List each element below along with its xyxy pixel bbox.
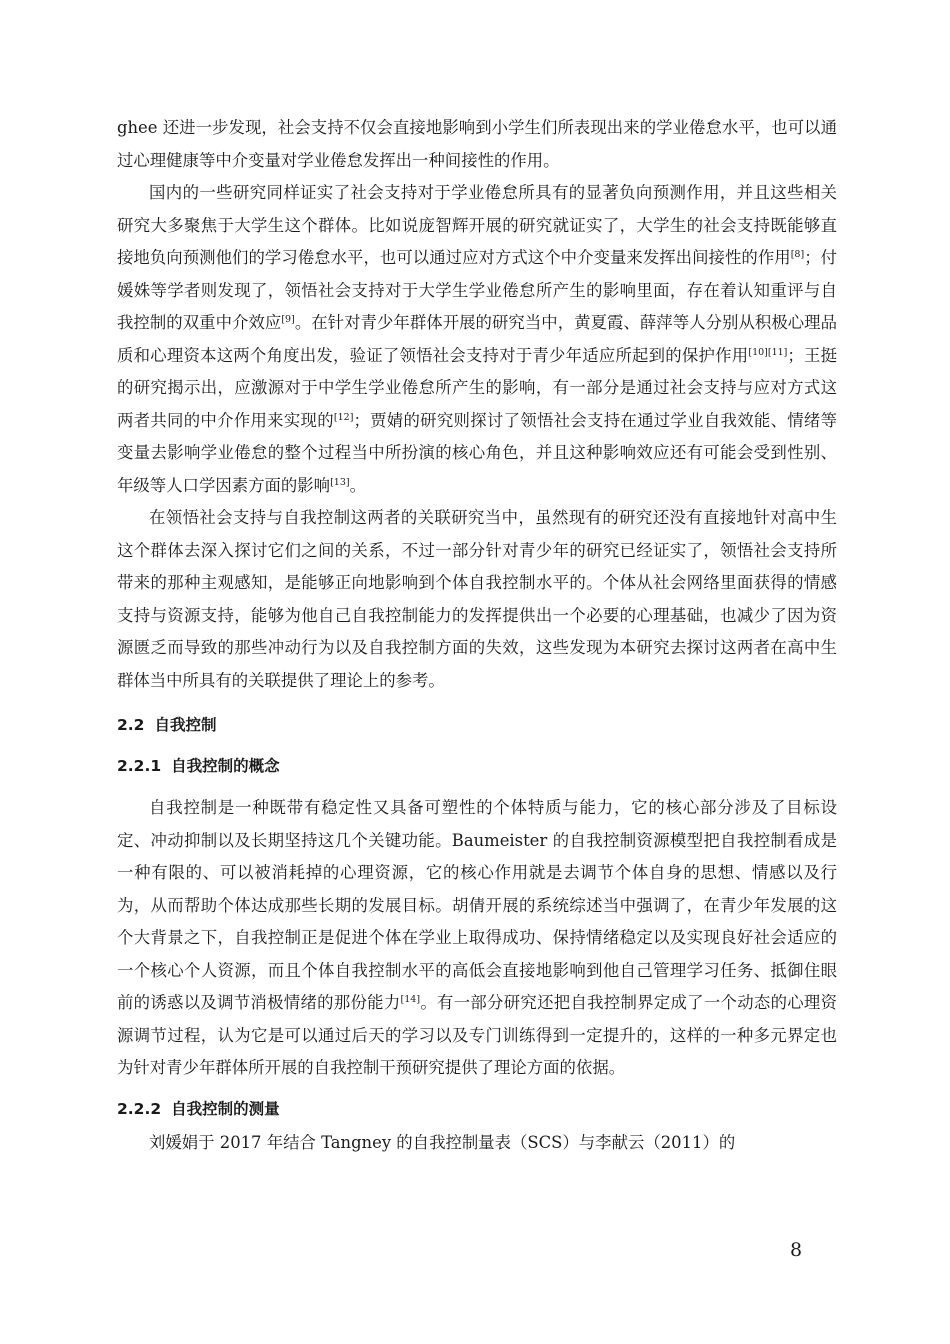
text-run: 刘媛娟于 2017 年结合 Tangney 的自我控制量表（SCS）与李献云（2011）的 (149, 1132, 736, 1152)
paragraph-self-control-concept (117, 792, 837, 1085)
paragraph-social-support-primary (117, 112, 837, 177)
text-run: ghee 还进一步发现，社会支持不仅会直接地影响到小学生们所表现出来的学业倦怠水平，也可以通过心理健康等中介变量对学业倦怠发挥出一种间接性的作用。 (117, 118, 837, 170)
citation-marker: [8] (790, 249, 805, 260)
section-title: 自我控制的测量 (171, 1099, 280, 1118)
citation-marker: [10][11] (748, 346, 788, 358)
section-number: 2.2 (117, 716, 145, 734)
text-run: 国内的一些研究同样证实了社会支持对于学业倦怠所具有的显著负向预测作用，并且这些相关研究大多聚焦于大学生这个群体。比如说庞智辉开展的研究就证实了，大学生的社会支持既能够直接地负向预测他们的学习倦怠水平，也可以通过应对方式这个中介变量来发挥出间接性的作用 (117, 183, 837, 267)
page-body (117, 112, 837, 1159)
section-title: 自我控制 (154, 716, 217, 734)
section-heading-2-2-2 (117, 1091, 837, 1127)
section-number: 2.2.1 (117, 757, 162, 775)
section-heading-2-2 (117, 706, 837, 744)
text-run: ；付媛姝等学者则发现了，领悟社会支持对于大学生学业倦怠所产生的影响里面，存在着认知重评与自我控制的双重中介效应 (117, 248, 838, 332)
citation-marker: [14] (400, 994, 421, 1005)
text-run: 自我控制是一种既带有稳定性又具备可塑性的个体特质与能力，它的核心部分涉及了目标设定、冲动抑制以及长期坚持这几个关键功能。Baumeister 的自我控制资源模型把自我控制看成是一种有限的、可以被消耗掉的心理资源，它的核心作用就是去调节个体自身的思想、情感以及行为，从而帮助个体达成那些长期的发展目标。胡倩开展的系统综述当中强调了，在青少年发展的这个大背景之下，自我控制正是促进个体在学业上取得成功、保持情绪稳定以及实现良好社会适应的一个核心个人资源，而且个体自我控制水平的高低会直接地影响到他自己管理学习任务、抵御住眼前的诱惑以及调节消极情绪的那份能力 (117, 798, 837, 1012)
text-run: 。有一部分研究还把自我控制界定成了一个动态的心理资源调节过程，认为它是可以通过后天的学习以及专门训练得到一定提升的，这样的一种多元界定也为针对青少年群体所开展的自我控制干预研究提供了理论方面的依据。 (117, 993, 838, 1077)
citation-marker: [13] (330, 476, 350, 488)
text-run: 。在针对青少年群体开展的研究当中，黄夏霞、薛萍等人分别从积极心理品质和心理资本这两个角度出发，验证了领悟社会支持对于青少年适应所起到的保护作用 (117, 313, 838, 365)
text-run: ；贾婧的研究则探讨了领悟社会支持在通过学业自我效能、情绪等变量去影响学业倦怠的整个过程当中所扮演的核心角色，并且这种影响效应还有可能会受到性别、年级等人口学因素方面的影响 (117, 410, 838, 495)
citation-marker: [12] (333, 411, 354, 423)
section-heading-2-2-1 (117, 748, 837, 784)
text-run: 。 (349, 475, 366, 495)
text-run: 在领悟社会支持与自我控制这两者的关联研究当中，虽然现有的研究还没有直接地针对高中生这个群体去深入探讨它们之间的关系，不过一部分针对青少年的研究已经证实了，领悟社会支持所带来的那种主观感知，是能够正向地影响到个体自我控制水平的。个体从社会网络里面获得的情感支持与资源支持，能够为他自己自我控制能力的发挥提供出一个必要的心理基础，也减少了因为资源匮乏而导致的那些冲动行为以及自我控制方面的失效，这些发现为本研究去探讨这两者在高中生群体当中所具有的关联提供了理论上的参考。 (117, 508, 837, 690)
paragraph-domestic-research (117, 177, 837, 502)
paragraph-self-control-measurement (117, 1127, 837, 1160)
section-title: 自我控制的概念 (171, 757, 280, 775)
paragraph-support-self-control-relation (117, 502, 837, 697)
citation-marker: [9] (281, 314, 295, 325)
section-number: 2.2.2 (117, 1099, 162, 1118)
text-run: ；王挺的研究揭示出，应激源对于中学生学业倦怠所产生的影响，有一部分是通过社会支持与应对方式这两者共同的中介作用来实现的 (117, 345, 838, 430)
page-number: 8 (790, 1239, 803, 1261)
